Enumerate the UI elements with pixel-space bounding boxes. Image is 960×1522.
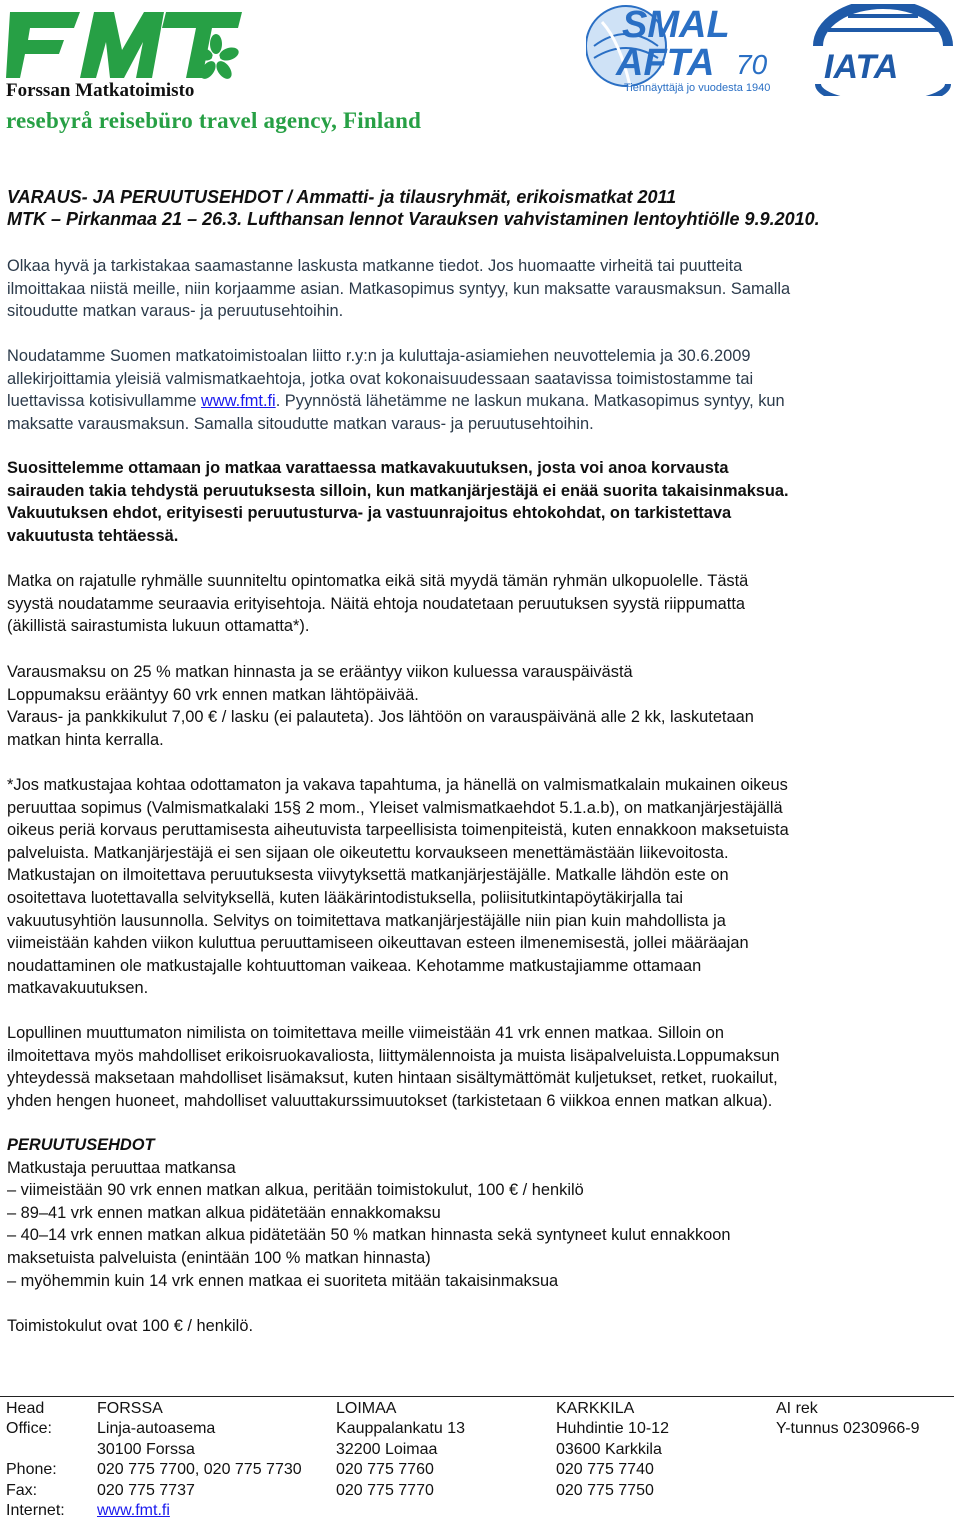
insurance-line: Vakuutuksen ehdot, erityisesti peruutusturva- ja vastuunrajoitus ehtokohdat, on tarkistettava: [7, 504, 732, 523]
forssa-postal: 30100 Forssa: [97, 1440, 195, 1458]
footnote-paragraph: [7, 774, 952, 1000]
footer-forssa: [97, 1399, 302, 1521]
insurance-paragraph: [7, 457, 952, 547]
final-program-line: Lopullinen muuttumaton nimilista on toimitettava meille viimeistään 41 vrk ennen matkaa. Silloin on: [7, 1024, 725, 1042]
intro-line: Olkaa hyvä ja tarkistakaa saamastanne laskusta matkanne tiedot. Jos huomaatte virheitä tai puutteita: [7, 257, 743, 275]
footer-label: Head: [6, 1400, 45, 1417]
loimaa-address: Kauppalankatu 13: [336, 1420, 465, 1438]
footer-website-link[interactable]: www.fmt.fi: [97, 1501, 170, 1519]
iata-text: IATA: [824, 48, 899, 86]
footer-labels: [6, 1399, 65, 1521]
title-line-2: MTK – Pirkanmaa 21 – 26.3. Lufthansan lennot Varauksen vahvistaminen lentoyhtiölle 9.9.2010.: [7, 209, 820, 229]
loimaa-postal: 32200 Loimaa: [336, 1440, 438, 1458]
forssa-office: FORSSA: [97, 1400, 163, 1417]
cancellation-intro: Matkustaja peruuttaa matkansa: [7, 1158, 236, 1177]
brand-name: Forssan Matkatoimisto: [6, 80, 195, 101]
cancellation-line: – 89–41 vrk ennen matkan alkua pidätetään ennakkomaksu: [7, 1203, 441, 1222]
company-registry: AI rek: [776, 1400, 818, 1417]
tagline: resebyrå reisebüro travel agency, Finland: [6, 108, 422, 133]
office-fee: Toimistokulut ovat 100 € / henkilö.: [7, 1317, 253, 1335]
insurance-line: sairauden takia tehdystä peruutuksesta silloin, kun matkanjärjestäjä ei enää suorita takaisinmaksua.: [7, 481, 789, 500]
intro-paragraph: [7, 255, 952, 323]
footnote-line: noudattaminen ole matkustajalle kohtuuttoman vaikeaa. Kehotamme matkustajiamme ottamaan: [7, 956, 702, 975]
insurance-line: vakuutusta tehtäessä.: [7, 526, 179, 545]
smal-text: SMAL: [622, 4, 730, 46]
payments-paragraph: [7, 661, 952, 751]
group-trip-line: syystä noudatamme seuraavia erityisehtoja. Näitä ehtoja noudatetaan peruutuksen syystä riippumatta: [7, 594, 746, 613]
final-program-line: yhteydessä maksetaan mahdolliset lisämaksut, kuten hintaan sisältymättömät kuljetukset, retket, ruokailut,: [7, 1069, 778, 1088]
company-business-id: Y-tunnus 0230966-9: [776, 1420, 920, 1438]
forssa-phone: 020 775 7700, 020 775 7730: [97, 1461, 302, 1479]
karkkila-address: Huhdintie 10-12: [556, 1420, 669, 1438]
footnote-line: vakuutusyhtiön lausunnolla. Selvitys on toimitettava matkanjärjestäjälle niin pian kuin mahdollista ja: [7, 911, 726, 930]
footnote-line: *Jos matkustajaa kohtaa odottamaton ja vakava tapahtuma, ja hänellä on valmismatkalain mukainen oikeus: [7, 776, 788, 794]
smal-afta-logo: [586, 2, 796, 98]
footnote-line: palveluista. Matkanjärjestäjä ei sen sijaan ole oikeutettu korvaukseen menettämästään liikevoitosta.: [7, 843, 729, 862]
group-trip-line: Matka on rajatulle ryhmälle suunniteltu opintomatka eikä sitä myydä tämän ryhmän ulkopuolelle. Tästä: [7, 572, 749, 590]
website-link[interactable]: www.fmt.fi: [201, 392, 276, 411]
insurance-line: Suosittelemme ottamaan jo matkaa varattaessa matkavakuutuksen, josta voi anoa korvausta: [7, 459, 729, 477]
footer-label: Internet:: [6, 1501, 65, 1519]
karkkila-fax: 020 775 7750: [556, 1481, 654, 1499]
agreement-line: allekirjoittamia yleisiä valmismatkaehtoja, jotka ovat kokonaisuudessaan saatavissa toimistostamme tai: [7, 369, 754, 388]
footer-label: [6, 1440, 65, 1460]
karkkila-postal: 03600 Karkkila: [556, 1440, 662, 1458]
karkkila-phone: 020 775 7740: [556, 1461, 654, 1479]
agreement-line: Noudatamme Suomen matkatoimistoalan liitto r.y:n ja kuluttaja-asiamiehen neuvottelemia ja 30.6.2009: [7, 347, 751, 365]
intro-line: sitoudutte matkan varaus- ja peruutusehtoihin.: [7, 302, 344, 321]
footnote-line: oikeus periä korvaus peruttamisesta aiheutuvista tarpeellisista toimenpiteistä, kuten ennakkoon maksetuista: [7, 821, 789, 840]
footer-divider: [0, 1396, 954, 1397]
footer-label: Fax:: [6, 1481, 38, 1499]
group-trip-line: (äkillistä sairastumista lukuun ottamatta*).: [7, 617, 310, 636]
cancellation-line: – 40–14 vrk ennen matkan alkua pidätetään 50 % matkan hinnasta sekä syntyneet kulut ennakkoon: [7, 1226, 731, 1245]
footnote-line: Matkustajan on ilmoitettava peruutuksesta viivytyksettä matkanjärjestäjälle. Matkalle lähdön este on: [7, 866, 729, 885]
footer-karkkila: [556, 1399, 669, 1501]
final-program-line: ilmoitettava myös mahdolliset erikoisruokavaliosta, liittymälennoista ja muista lisäpalveluista.Loppumaksun: [7, 1046, 780, 1065]
footer-label: Office:: [6, 1420, 52, 1438]
payment-line: Varausmaksu on 25 % matkan hinnasta ja se erääntyy viikon kuluessa varauspäivästä: [7, 663, 633, 681]
final-program-line: yhden hengen huoneet, mahdolliset valuuttakurssimuutokset (tarkistetaan 6 viikkoa ennen matkan alkua).: [7, 1091, 773, 1110]
loimaa-fax: 020 775 7770: [336, 1481, 434, 1499]
payment-line: Loppumaksu erääntyy 60 vrk ennen matkan lähtöpäivää.: [7, 685, 419, 704]
footnote-line: matkavakuutuksen.: [7, 979, 149, 998]
cancellation-line: – viimeistään 90 vrk ennen matkan alkua, peritään toimistokulut, 100 € / henkilö: [7, 1181, 584, 1200]
anniversary-text: 70: [736, 49, 768, 80]
afta-text: AFTA: [616, 42, 715, 84]
loimaa-office: LOIMAA: [336, 1400, 397, 1417]
forssa-fax: 020 775 7737: [97, 1481, 195, 1499]
cancellation-heading: PERUUTUSEHDOT: [7, 1136, 155, 1154]
payment-line: Varaus- ja pankkikulut 7,00 € / lasku (ei palauteta). Jos lähtöön on varauspäivänä alle 2 kk, laskutetaan: [7, 708, 754, 727]
loimaa-phone: 020 775 7760: [336, 1461, 434, 1479]
footer-label: Phone:: [6, 1461, 57, 1479]
karkkila-office: KARKKILA: [556, 1400, 635, 1417]
footnote-line: osoitettava luotettavalla selvityksellä, kuten lääkärintodistuksella, poliisitutkintapöytäkirjalla tai: [7, 888, 684, 907]
cancellation-section: [7, 1134, 952, 1292]
payment-line: matkan hinta kerralla.: [7, 730, 164, 749]
intro-line: ilmoittakaa niistä meille, niin korjaamme asian. Matkasopimus syntyy, kun maksatte varausmaksun. Samalla: [7, 279, 791, 298]
cancellation-line: maksetuista palveluista (enintään 100 % matkan hinnasta): [7, 1248, 431, 1267]
cancellation-line: – myöhemmin kuin 14 vrk ennen matkaa ei suoriteta mitään takaisinmaksua: [7, 1271, 559, 1290]
iata-logo: [808, 4, 958, 96]
smal-subtitle: Tiennäyttäjä jo vuodesta 1940: [624, 82, 771, 94]
document-title: [7, 186, 952, 230]
final-program-paragraph: [7, 1022, 952, 1112]
agreement-line: maksatte varausmaksun. Samalla sitoudutte matkan varaus- ja peruutusehtoihin.: [7, 414, 594, 433]
group-trip-paragraph: [7, 570, 952, 638]
title-line-1: VARAUS- JA PERUUTUSEHDOT / Ammatti- ja tilausryhmät, erikoismatkat 2011: [7, 187, 677, 207]
footnote-line: viimeistään kahden viikon kuluttua peruuttamiseen oikeuttavan esteen ilmenemisestä, jollei määräajan: [7, 934, 749, 953]
footnote-line: peruuttaa sopimus (Valmismatkalaki 15§ 2 mom., Yleiset valmismatkaehdot 5.1.a.b), on matkanjärjestäjällä: [7, 798, 783, 817]
fmt-logo: [6, 6, 256, 102]
agreement-paragraph: [7, 345, 952, 435]
footer-company: [776, 1399, 920, 1440]
forssa-address: Linja-autoasema: [97, 1420, 216, 1438]
footer-loimaa: [336, 1399, 465, 1501]
agreement-line-with-link: luettavissa kotisivullamme www.fmt.fi. Pyynnöstä lähetämme ne laskun mukana. Matkasopimus syntyy, kun: [7, 392, 785, 411]
